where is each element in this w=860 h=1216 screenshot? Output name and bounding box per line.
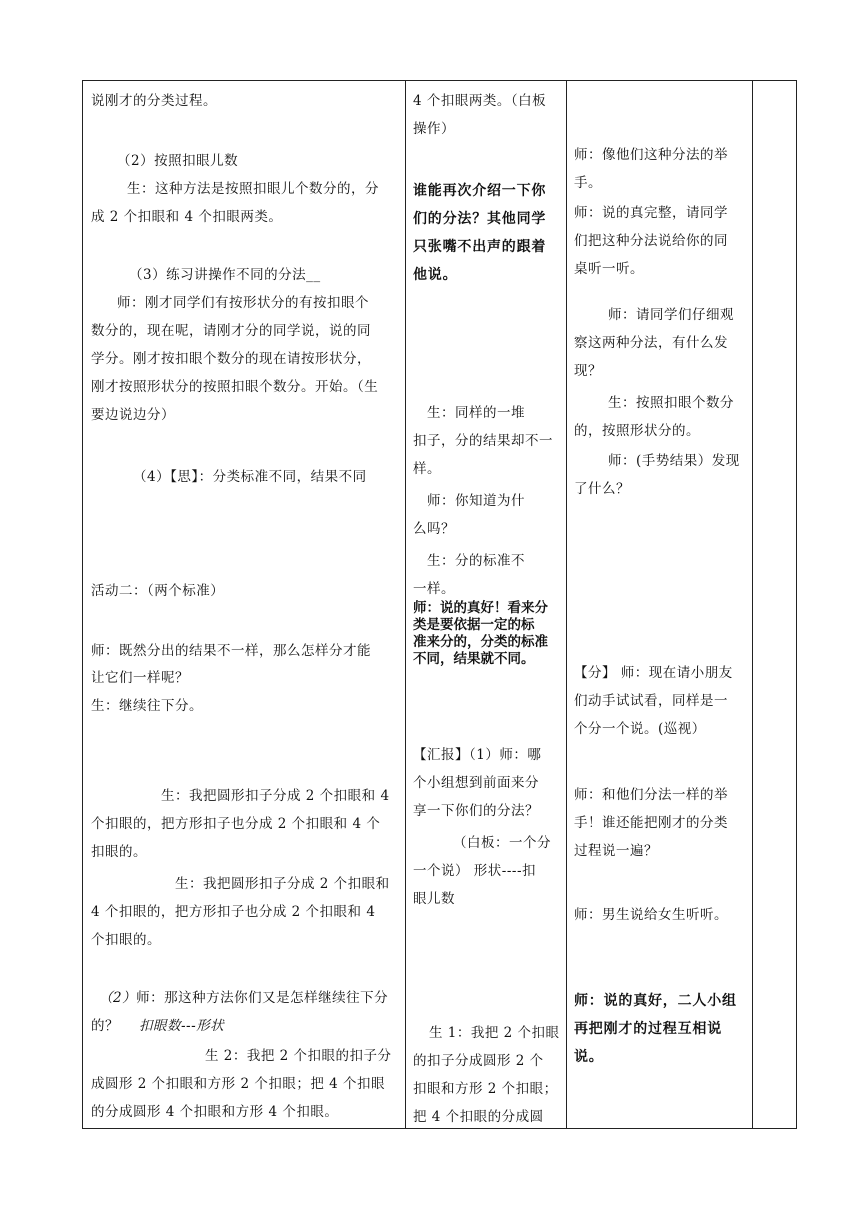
text-line: 成 2 个扣眼和 4 个扣眼两类。 [91,209,283,225]
text-line: 生：同样的一堆 [427,405,525,421]
text-line: 生：分的标准不 [427,553,525,569]
text-line: 一个说） 形状----扣 [413,863,537,879]
text-line: 师：说的真完整，请同学 [574,205,728,221]
text-line: 他说。 [413,267,458,283]
text-line: 生：继续往下分。 [91,698,203,714]
text-line: （3）练习讲操作不同的分法__ [129,267,321,283]
text-line: （4）【思】：分类标准不同，结果不同 [133,469,367,485]
text-line: 扣子，分的结果却不一 [413,433,553,449]
text-line: 谁能再次介绍一下你 [413,183,547,199]
text-line: 一样。 [413,581,455,597]
text-line [91,1012,224,1040]
text-line: 的分成圆形 4 个扣眼和方形 4 个扣眼。 [91,1104,339,1120]
text-line: 说刚才的分类过程。 [91,93,217,109]
column-divider [566,81,567,1128]
text-line: 个扣眼的，把方形扣子也分成 2 个扣眼和 4 个 [91,816,381,832]
text-line: 师：说的真好，二人小组 [574,993,737,1009]
text-line: 师：像他们这种分法的举 [574,147,728,163]
text-line: 只张嘴不出声的跟着 [413,239,547,255]
text-line: 享一下你们的分法？ [413,803,539,819]
text-line: 现？ [574,363,602,379]
text-line: 过程说一遍？ [574,843,658,859]
text-line: 生 1：我把 2 个扣眼 [429,1025,560,1041]
text-line: 数分的，现在呢，请刚才分的同学说，说的同 [91,323,371,339]
text-line: 4 个扣眼的，把方形扣子也分成 2 个扣眼和 4 [91,904,376,920]
text-line: 们的分法？其他同学 [413,211,547,227]
text-line: 【分】 师：现在请小朋友 [574,665,733,681]
text-line: 个扣眼的。 [91,932,161,948]
column-divider [752,81,753,1128]
text-line: 再把刚才的过程互相说 [574,1021,722,1037]
text-line: 师：男生说给女生听听。 [574,907,728,923]
text-line: 扣眼的。 [91,844,147,860]
text-fragment: （2） [99,990,137,1006]
text-line: 刚才按照形状分的按照扣眼个数分。开始。（生 [91,379,379,395]
text-line: 不同，结果就不同。 [413,651,535,667]
text-line: 师：请同学们仔细观 [608,307,734,323]
text-line: （白板：一个分 [453,835,551,851]
text-line: 说。 [574,1049,604,1065]
text-line: 生：我把圆形扣子分成 2 个扣眼和 4 [161,788,390,804]
text-line [99,984,388,1012]
text-line: 手！谁还能把刚才的分类 [574,815,728,831]
text-line: 个小组想到前面来分 [413,775,539,791]
text-line: 让它们一样呢？ [91,670,189,686]
text-line: 们动手试试看，同样是一 [574,693,728,709]
text-line: 类是要依据一定的标 [413,617,535,633]
text-line: 们把这种分法说给你的同 [574,233,728,249]
text-line: 师：你知道为什 [427,493,525,509]
text-line: 察这两种分法，有什么发 [574,335,728,351]
text-line: 准来分的，分类的标准 [413,634,548,650]
text-line: 活动二：（两个标准） [91,583,225,599]
lesson-plan-table [82,80,797,1129]
text-line: 了什么？ [574,481,630,497]
text-line: 么吗？ [413,521,455,537]
text-line: 把 4 个扣眼的分成圆 [413,1109,544,1125]
text-line: 个分一个说。(巡视） [574,721,706,737]
text-line: 生：按照扣眼个数分 [608,395,734,411]
text-line: 【汇报】（1）师：哪 [413,747,542,763]
text-fragment: 的？ [91,1018,119,1034]
text-line: 操作） [413,121,455,137]
text-line: 师：和他们分法一样的举 [574,787,728,803]
text-line: 学分。刚才按扣眼个数分的现在请按形状分， [91,351,371,367]
column-divider [405,81,406,1128]
text-line: 扣眼和方形 2 个扣眼； [413,1081,558,1097]
text-line: 4 个扣眼两类。（白板 [413,93,547,109]
text-fragment: 师：那这种方法你们又是怎样继续往下分 [136,990,389,1006]
text-fragment: 扣眼数---形状 [139,1018,225,1034]
text-line: 眼儿数 [413,891,455,907]
text-line: 生：我把圆形扣子分成 2 个扣眼和 [175,876,390,892]
text-line: 生：这种方法是按照扣眼儿个数分的，分 [127,181,379,197]
text-line: 生 2：我把 2 个扣眼的扣子分 [205,1048,392,1064]
text-line: 桌听一听。 [574,261,644,277]
text-line: 成圆形 2 个扣眼和方形 2 个扣眼；把 4 个扣眼 [91,1076,386,1092]
text-line: 师：既然分出的结果不一样，那么怎样分才能 [91,643,371,659]
text-line: 的，按照形状分的。 [574,423,700,439]
text-line: 师：说的真好！看来分 [413,600,548,616]
text-line: 师：刚才同学们有按形状分的有按扣眼个 [117,295,369,311]
text-line: 师：(手势结果）发现 [608,453,740,469]
text-line: 的扣子分成圆形 2 个 [413,1053,544,1069]
text-line: 要边说边分） [91,407,175,423]
text-line: （2）按照扣眼儿数 [117,153,239,169]
text-line: 样。 [413,461,441,477]
text-line: 手。 [574,175,602,191]
